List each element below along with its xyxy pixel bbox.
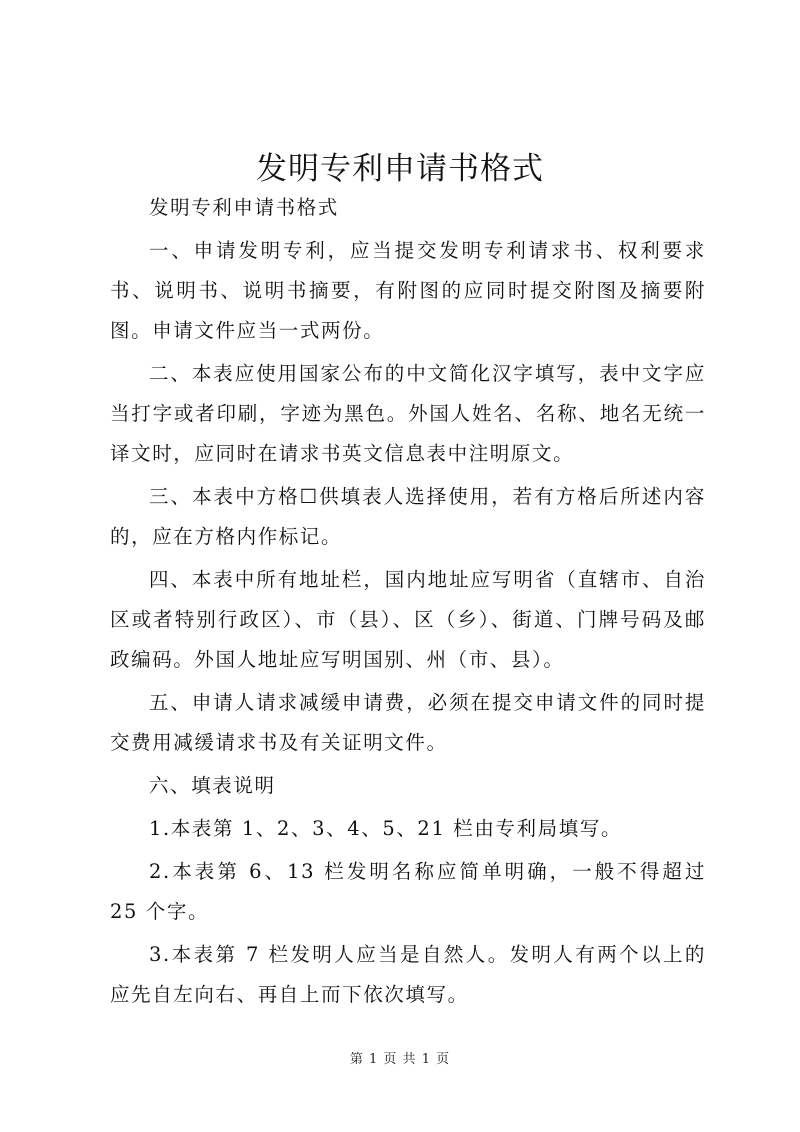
page-footer: 第 1 页 共 1 页 (349, 1052, 451, 1067)
paragraph-item-6: 六、填表说明 (149, 774, 276, 797)
paragraph-item-5: 五、申请人请求减缓申请费，必须在提交申请文件的同时提交费用减缓请求书及有关证明文件。 (110, 691, 706, 754)
document-body (110, 188, 706, 1018)
instruction-1: 1.本表第 1、2、3、4、5、21 栏由专利局填写。 (149, 817, 623, 840)
paragraph-item-2: 二、本表应使用国家公布的中文简化汉字填写，表中文字应当打字或者印刷，字迹为黑色。外国人姓名、名称、地名无统一译文时，应同时在请求书英文信息表中注明原文。 (110, 362, 706, 465)
paragraph-heading: 发明专利申请书格式 (149, 196, 339, 219)
paragraph-item-1: 一、申请发明专利，应当提交发明专利请求书、权利要求书、说明书、说明书摘要，有附图的应同时提交附图及摘要附图。申请文件应当一式两份。 (110, 239, 706, 342)
instruction-2: 2.本表第 6、13 栏发明名称应简单明确，一般不得超过 25 个字。 (110, 860, 706, 923)
paragraph-item-4: 四、本表中所有地址栏，国内地址应写明省（直辖市、自治区或者特别行政区）、市（县）、区（乡）、街道、门牌号码及邮政编码。外国人地址应写明国别、州（市、县）。 (110, 568, 706, 671)
instruction-3: 3.本表第 7 栏发明人应当是自然人。发明人有两个以上的应先自左向右、再自上而下依次填写。 (110, 943, 706, 1006)
document-title: 发明专利申请书格式 (256, 151, 544, 187)
paragraph-item-3: 三、本表中方格☐供填表人选择使用，若有方格后所述内容的，应在方格内作标记。 (110, 485, 706, 548)
